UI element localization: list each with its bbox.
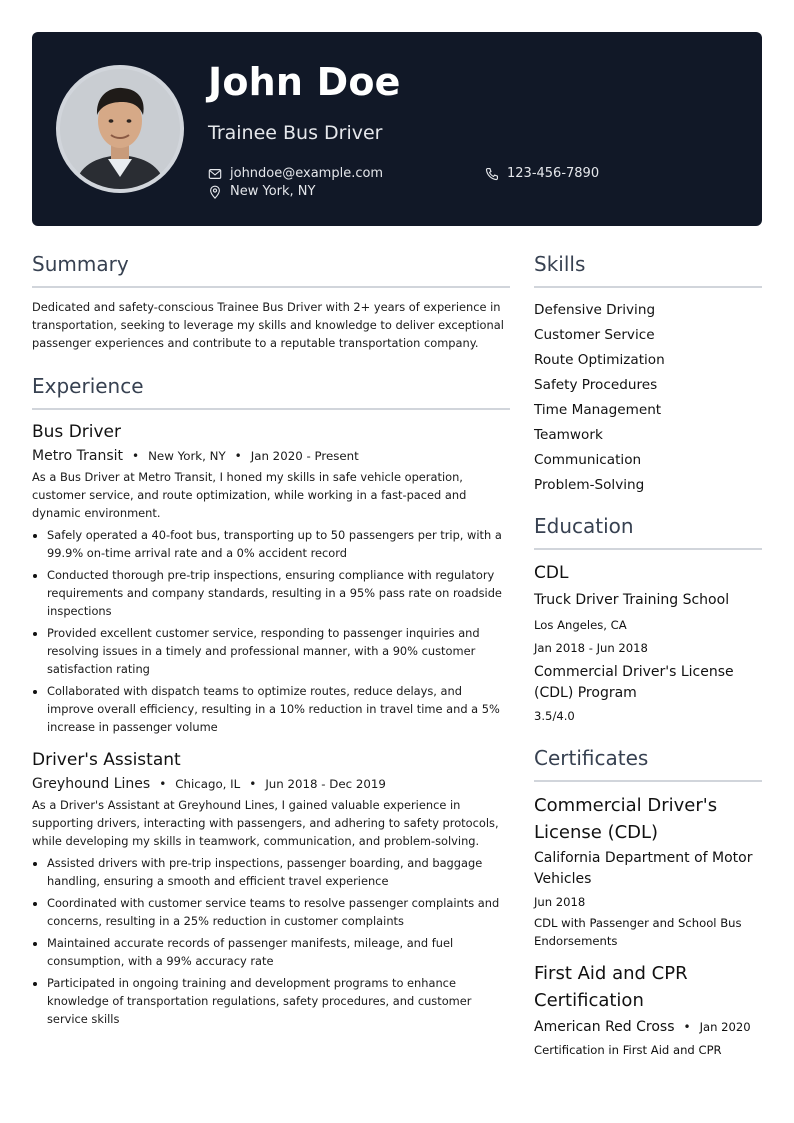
list-item: Collaborated with dispatch teams to optimize routes, reduce delays, and improve overall efficiency, resulting in a 10% reduction in travel time and a 5% increase in passenger volume [32, 682, 510, 736]
certificate-issuer: California Department of Motor Vehicles [534, 850, 753, 887]
job-description: As a Driver's Assistant at Greyhound Lines, I gained valuable experience in supporting drivers, interacting with passengers, and adhering to safety protocols, while developing my skills in teamwork, communication, and problem-solving. [32, 798, 499, 848]
job-bullets [32, 854, 510, 1028]
education-school: Truck Driver Training School [534, 592, 730, 608]
main-column [32, 252, 510, 1032]
skill-item: Safety Procedures [534, 377, 658, 393]
education-degree: CDL [534, 563, 569, 583]
job-title: Driver's Assistant [32, 750, 181, 770]
contact-phone[interactable] [485, 166, 599, 181]
certificates-heading: Certificates [534, 746, 762, 782]
education-location: Los Angeles, CA [534, 618, 627, 632]
job-entry [32, 420, 510, 736]
certificate-entry [534, 960, 762, 1059]
list-item: Conducted thorough pre-trip inspections, ensuring compliance with regulatory requirements and company standards, resulting in a 95% pass rate on roadside inspections [32, 566, 510, 620]
skills-section [534, 252, 762, 498]
contact-location [208, 184, 315, 199]
summary-text: Dedicated and safety-conscious Trainee Bus Driver with 2+ years of experience in transportation, seeking to leverage my skills and knowledge to deliver exceptional passenger experiences and contribute to a reputable transportation company. [32, 300, 504, 350]
resume-header [32, 32, 762, 226]
mail-icon [208, 167, 222, 181]
job-entry [32, 748, 510, 1028]
education-section [534, 514, 762, 728]
list-item: Participated in ongoing training and development programs to enhance knowledge of transportation regulations, safety procedures, and customer service skills [32, 974, 510, 1028]
job-dates: Jun 2018 - Dec 2019 [265, 777, 386, 791]
separator-dot: • [683, 1020, 691, 1034]
certificate-description: Certification in First Aid and CPR [534, 1043, 722, 1057]
certificate-entry [534, 792, 762, 950]
certificate-name: Commercial Driver's License (CDL) [534, 795, 718, 843]
separator-dot: • [234, 449, 242, 463]
location-text: New York, NY [230, 184, 316, 199]
email-text: johndoe@example.com [230, 166, 384, 181]
phone-icon [485, 167, 499, 181]
certificate-name: First Aid and CPR Certification [534, 963, 688, 1011]
summary-section [32, 252, 510, 352]
skill-item: Defensive Driving [534, 302, 656, 318]
summary-heading: Summary [32, 252, 510, 288]
separator-dot: • [132, 449, 140, 463]
certificate-date: Jun 2018 [534, 895, 586, 909]
education-program: Commercial Driver's License (CDL) Program [534, 664, 734, 701]
list-item: Maintained accurate records of passenger manifests, mileage, and fuel consumption, with a 99% accuracy rate [32, 934, 510, 970]
skill-item: Time Management [534, 402, 662, 418]
side-column [534, 252, 762, 1059]
certificates-section [534, 746, 762, 1059]
education-gpa: 3.5/4.0 [534, 709, 575, 723]
certificate-meta [534, 1016, 762, 1039]
profile-photo [56, 65, 184, 193]
list-item: Safely operated a 40-foot bus, transporting up to 50 passengers per trip, with a 99.9% on-time arrival rate and a 0% accident record [32, 526, 510, 562]
separator-dot: • [159, 777, 167, 791]
job-description: As a Bus Driver at Metro Transit, I honed my skills in safe vehicle operation, customer service, and route optimization, while working in a fast-paced and dynamic environment. [32, 470, 467, 520]
experience-heading: Experience [32, 374, 510, 410]
job-location: Chicago, IL [175, 777, 241, 791]
education-heading: Education [534, 514, 762, 550]
education-dates: Jan 2018 - Jun 2018 [534, 641, 648, 655]
skill-item: Communication [534, 452, 642, 468]
job-meta [32, 446, 510, 466]
job-company: Metro Transit [32, 448, 124, 464]
skill-item: Route Optimization [534, 352, 665, 368]
list-item: Coordinated with customer service teams to resolve passenger complaints and concerns, resulting in a 25% reduction in customer complaints [32, 894, 510, 930]
certificate-date: Jan 2020 [699, 1020, 751, 1034]
phone-text: 123-456-7890 [507, 166, 600, 181]
skill-item: Customer Service [534, 327, 655, 343]
job-company: Greyhound Lines [32, 776, 151, 792]
skill-item: Problem-Solving [534, 477, 645, 493]
certificate-description: CDL with Passenger and School Bus Endorsements [534, 916, 742, 948]
separator-dot: • [249, 777, 257, 791]
list-item: Provided excellent customer service, responding to passenger inquiries and resolving issues in a timely and professional manner, with a 90% customer satisfaction rating [32, 624, 510, 678]
job-location: New York, NY [148, 449, 226, 463]
skill-item: Teamwork [534, 427, 603, 443]
experience-section [32, 374, 510, 1028]
list-item: Assisted drivers with pre-trip inspections, passenger boarding, and baggage handling, ensuring a smooth and efficient travel experience [32, 854, 510, 890]
certificate-issuer: American Red Cross [534, 1019, 675, 1035]
job-bullets [32, 526, 510, 736]
skills-heading: Skills [534, 252, 762, 288]
candidate-title: Trainee Bus Driver [208, 122, 383, 144]
map-pin-icon [208, 185, 222, 199]
job-title: Bus Driver [32, 422, 122, 442]
job-dates: Jan 2020 - Present [250, 449, 359, 463]
job-meta [32, 774, 510, 794]
candidate-name: John Doe [208, 60, 401, 104]
contact-email[interactable] [208, 166, 383, 181]
